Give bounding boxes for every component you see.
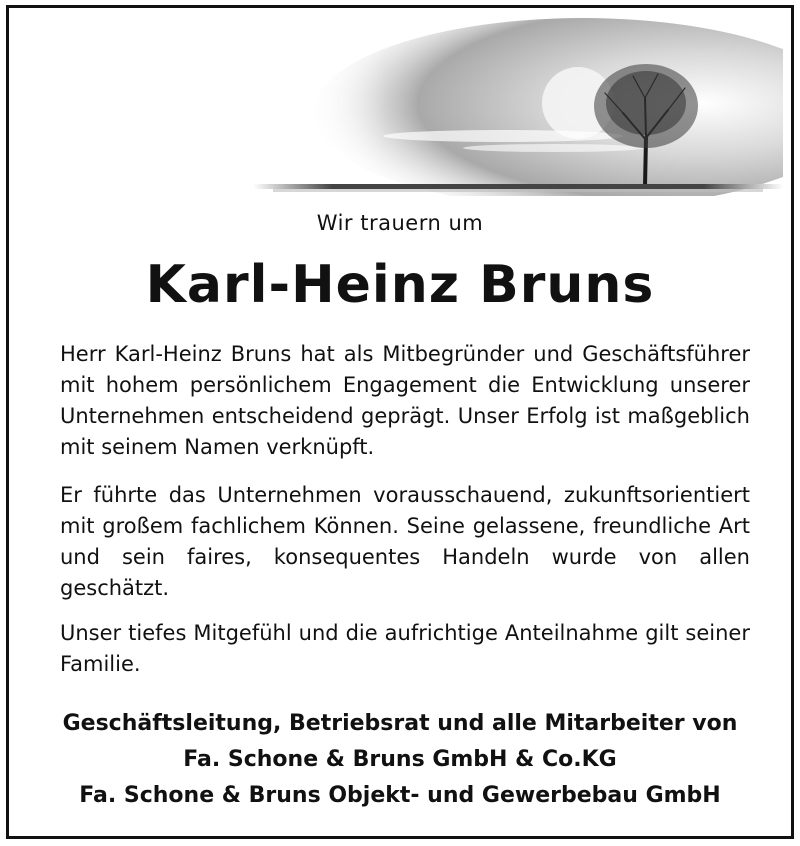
signature-line-1: Geschäftsleitung, Betriebsrat und alle Mitarbeiter von: [62, 711, 738, 736]
intro-text: Wir trauern um: [316, 211, 484, 235]
signature-block: [9, 706, 791, 814]
deceased-name: Karl-Heinz Bruns: [145, 255, 655, 315]
tree-landscape-icon: [253, 18, 783, 196]
signature-line-2: Fa. Schone & Bruns GmbH & Co.KG: [183, 747, 617, 772]
paragraph-3: Unser tiefes Mitgefühl und die aufrichtige Anteilnahme gilt seiner Familie.: [60, 621, 750, 676]
obituary-notice: [6, 5, 794, 839]
paragraph-2: Er führte das Unternehmen vorausschauend, zukunftsorientiert mit großem fachlichem Können. Seine gelassene, freundliche Art und sein faires, konsequentes Handeln wurde von allen geschätzt.: [60, 483, 750, 600]
paragraph-1: Herr Karl-Heinz Bruns hat als Mitbegründer und Geschäftsführer mit hohem persönlichem Engagement die Entwicklung unserer Unternehmen entscheidend geprägt. Unser Erfolg ist maßgeblich mit seinem Namen verknüpft.: [60, 342, 750, 459]
signature-line-3: Fa. Schone & Bruns Objekt- und Gewerbebau GmbH: [79, 783, 721, 808]
